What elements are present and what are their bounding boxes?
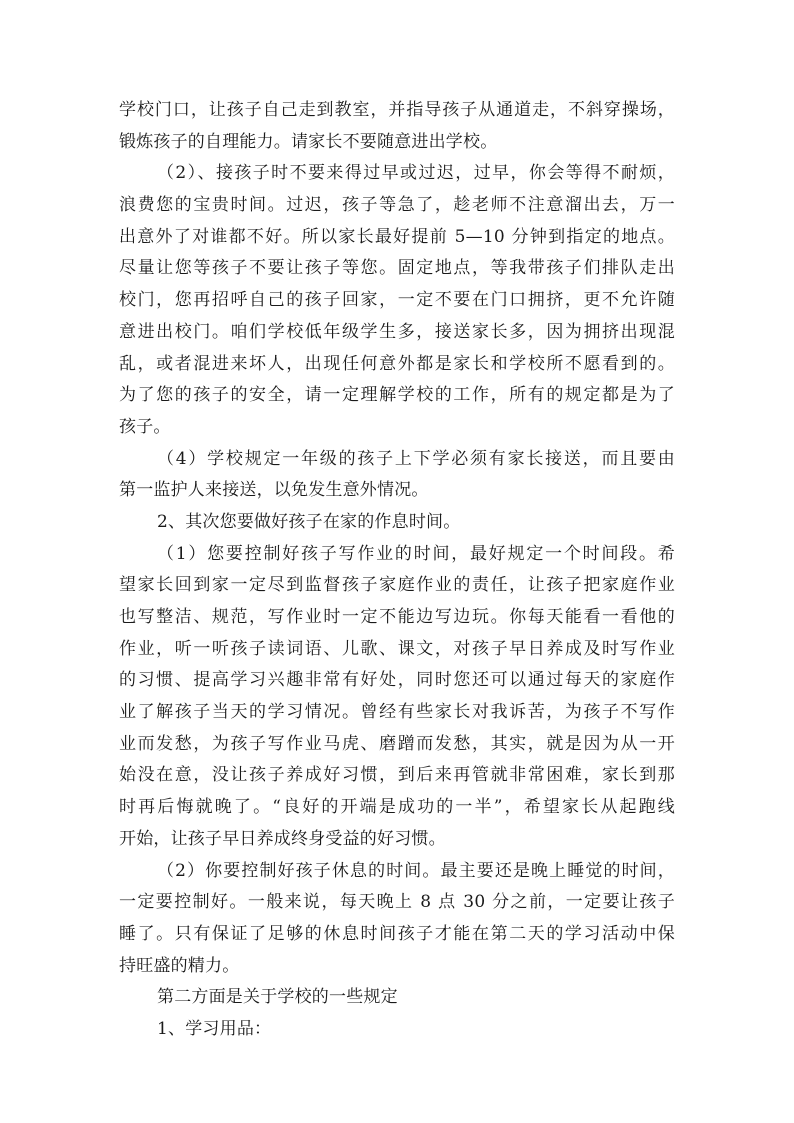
text-line: 学校门口，让孩子自己走到教室，并指导孩子从通道走，不斜穿操场， [119,100,675,120]
text-line: 意进出校门。咱们学校低年级学生多，接送家长多，因为拥挤出现混 [119,321,675,342]
paragraph-rest-time [119,856,675,983]
text-line: 作业，听一听孩子读词语、儿歌、课文，对孩子早日养成及时写作业 [119,638,675,659]
text-line: 的习惯、提高学习兴趣非常有好处，同时您还可以通过每天的家庭作 [119,670,675,691]
text-line: 始没在意，没让孩子养成好习惯，到后来再管就非常困难，家长到那 [119,765,675,786]
text-line: （2）、接孩子时不要来得过早或过迟，过早，你会等得不耐烦， [157,163,675,184]
text-line: 开始，让孩子早日养成终身受益的好习惯。 [119,828,446,849]
heading-school-rules [119,982,675,1014]
paragraph-gate [119,95,675,158]
text-line: 校门，您再招呼自己的孩子回家，一定不要在门口拥挤，更不允许随 [119,290,675,311]
paragraph-homework-time [119,539,675,856]
text-line: 2、其次您要做好孩子在家的作息时间。 [157,511,461,532]
text-line: 业了解孩子当天的学习情况。曾经有些家长对我诉苦，为孩子不写作 [119,702,675,723]
text-line: 出意外了对谁都不好。所以家长最好提前 5—10 分钟到指定的地点。 [119,226,675,247]
text-line: 1、学习用品： [157,1018,272,1039]
text-line: 乱，或者混进来坏人，出现任何意外都是家长和学校所不愿看到的。 [119,353,675,374]
text-line: 第二方面是关于学校的一些规定 [157,987,398,1008]
text-line: 睡了。只有保证了足够的休息时间孩子才能在第二天的学习活动中保 [119,923,675,944]
paragraph-item-4-grade-one [119,444,675,507]
text-line: 锻炼孩子的自理能力。请家长不要随意进出学校。 [119,131,498,152]
document-page [119,95,675,1046]
heading-supplies [119,1014,675,1046]
text-line: 望家长回到家一定尽到监督孩子家庭作业的责任，让孩子把家庭作业 [119,575,675,596]
text-line: （2）你要控制好孩子休息的时间。最主要还是晚上睡觉的时间， [157,860,675,881]
text-line: 第一监护人来接送，以免发生意外情况。 [119,480,429,501]
text-line: 持旺盛的精力。 [119,955,240,976]
text-line: 为了您的孩子的安全，请一定理解学校的工作，所有的规定都是为了 [119,385,675,406]
text-line: （4）学校规定一年级的孩子上下学必须有家长接送，而且要由 [157,448,675,469]
heading-schedule [119,507,675,539]
text-line: 也写整洁、规范，写作业时一定不能边写边玩。你每天能看一看他的 [119,607,675,627]
text-line: 尽量让您等孩子不要让孩子等您。固定地点，等我带孩子们排队走出 [119,258,675,279]
text-line: （1）您要控制好孩子写作业的时间，最好规定一个时间段。希 [157,543,675,564]
text-line: 时再后悔就晚了。“良好的开端是成功的一半”，希望家长从起跑线 [119,797,675,818]
text-line: 孩子。 [119,416,171,437]
text-line: 浪费您的宝贵时间。过迟，孩子等急了，趁老师不注意溜出去，万一 [119,195,675,216]
text-line: 一定要控制好。一般来说，每天晚上 8 点 30 分之前，一定要让孩子 [119,892,675,913]
paragraph-item-2-pickup-timing [119,158,675,443]
text-line: 业而发愁，为孩子写作业马虎、磨蹭而发愁，其实，就是因为从一开 [119,733,675,754]
